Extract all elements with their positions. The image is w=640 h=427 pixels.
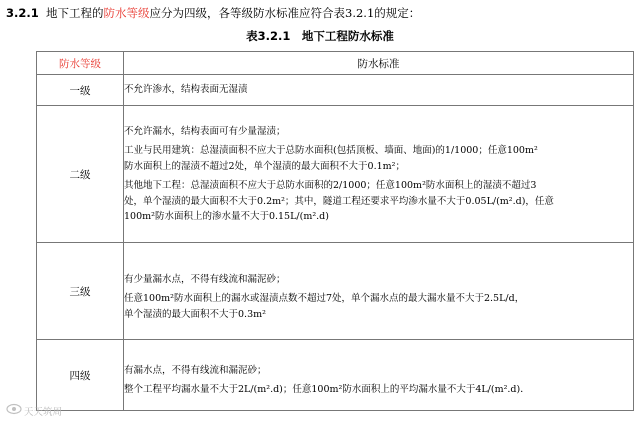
standard-line: 有漏水点，不得有线流和漏泥砂； xyxy=(124,364,267,376)
grade-cell: 二级 xyxy=(37,106,124,243)
standard-line: 其他地下工程：总湿渍面积不应大于总防水面积的2/1000；任意100m²防水面积上的湿渍不超过3 xyxy=(124,180,537,191)
clause-number: 3.2.1 xyxy=(6,6,39,20)
clause-highlight: 防水等级 xyxy=(103,6,150,20)
table-header-row xyxy=(37,52,634,75)
standard-cell xyxy=(124,75,634,106)
standard-line: 有少量漏水点，不得有线流和漏泥砂； xyxy=(124,273,286,285)
standard-cell xyxy=(124,243,634,340)
standard-line: 工业与民用建筑：总湿渍面积不应大于总防水面积(包括顶板、墙面、地面)的1/1000；任意100m² xyxy=(124,145,538,156)
grade-cell: 三级 xyxy=(37,243,124,340)
standard-line: 整个工程平均漏水量不大于2L/(m².d)；任意100m²防水面积上的平均漏水量不大于4L/(m².d)． xyxy=(124,384,530,395)
clause-text-after: 应分为四级，各等级防水标准应符合表3.2.1的规定： xyxy=(149,6,421,20)
standard-line: 100m²防水面积上的渗水量不大于0.15L/(m².d) xyxy=(124,211,329,222)
watermark xyxy=(6,403,96,421)
table-row xyxy=(37,106,634,243)
watermark-text: 天天筑周 xyxy=(24,407,63,418)
grade-cell: 一级 xyxy=(37,75,124,106)
header-standard: 防水标准 xyxy=(124,52,634,75)
table-row xyxy=(37,75,634,106)
grade-cell: 四级 xyxy=(37,340,124,411)
table-title: 表3.2.1 地下工程防水标准 xyxy=(246,29,394,43)
standard-line: 防水面积上的湿渍不超过2处，单个湿渍的最大面积不大于0.1m²； xyxy=(124,160,405,172)
standard-line: 任意100m²防水面积上的漏水或湿渍点数不超过7处，单个漏水点的最大漏水量不大于2.5L/d， xyxy=(124,293,525,305)
standard-line: 单个湿渍的最大面积不大于0.3m² xyxy=(124,308,266,320)
standard-cell xyxy=(124,340,634,411)
standard-line: 处，单个湿渍的最大面积不大于0.2m²；其中，隧道工程还要求平均渗水量不大于0.05L/(m².d)，任意 xyxy=(124,195,554,207)
header-grade: 防水等级 xyxy=(37,52,124,75)
table-row xyxy=(37,243,634,340)
weibo-eye-icon xyxy=(6,403,22,422)
clause-text-before: 地下工程的 xyxy=(46,6,104,20)
standard-cell xyxy=(124,106,634,243)
table-row xyxy=(37,340,634,411)
waterproof-standard-table xyxy=(36,51,634,411)
standard-line: 不允许漏水，结构表面可有少量湿渍； xyxy=(124,125,286,137)
clause-line xyxy=(6,3,636,23)
standard-line: 不允许渗水，结构表面无湿渍 xyxy=(124,84,248,96)
